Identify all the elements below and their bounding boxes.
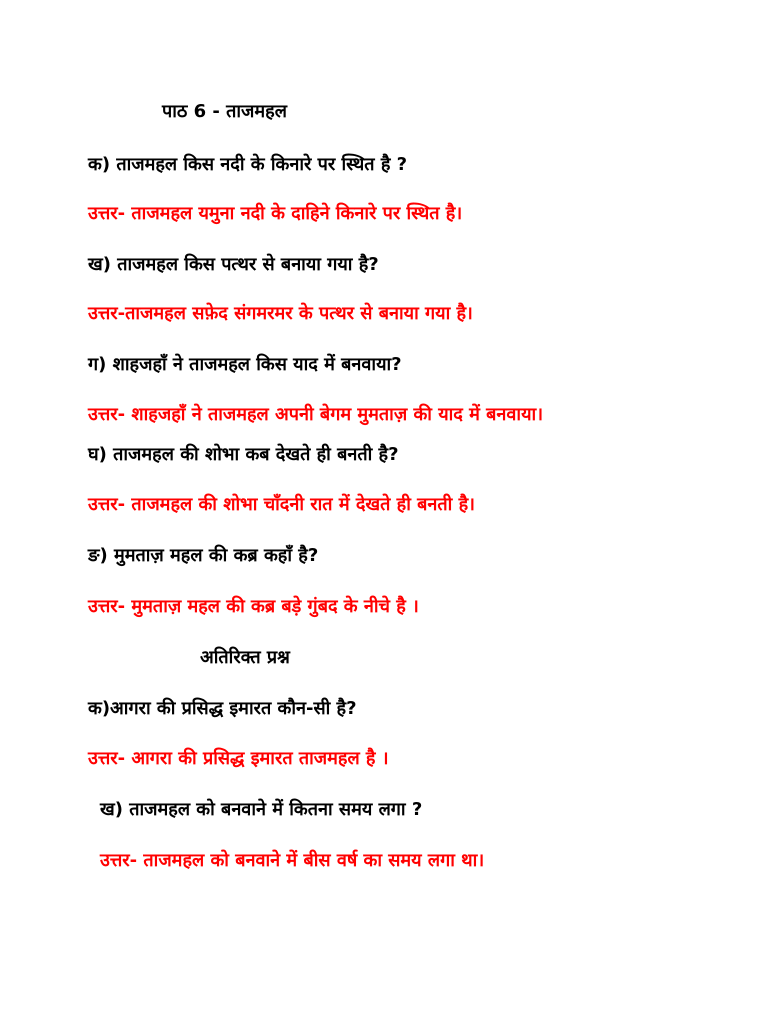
question-1: क) ताजमहल किस नदी के किनारे पर स्थित है ? bbox=[88, 154, 408, 175]
answer-2: उत्तर-ताजमहल सफ़ेद संगमरमर के पत्थर से बनाया गया है। bbox=[88, 303, 473, 324]
extra-questions-title: अतिरिक्त प्रश्न bbox=[200, 647, 290, 668]
extra-answer-2: उत्तर- ताजमहल को बनवाने में बीस वर्ष का समय लगा था। bbox=[100, 850, 485, 871]
answer-5: उत्तर- मुमताज़ महल की कब्र बड़े गुंबद के नीचे है । bbox=[88, 596, 419, 617]
question-4: घ) ताजमहल की शोभा कब देखते ही बनती है? bbox=[88, 444, 399, 465]
answer-1: उत्तर- ताजमहल यमुना नदी के दाहिने किनारे पर स्थित है। bbox=[88, 203, 463, 224]
extra-answer-1: उत्तर- आगरा की प्रसिद्ध इमारत ताजमहल है । bbox=[88, 748, 389, 769]
question-2: ख) ताजमहल किस पत्थर से बनाया गया है? bbox=[88, 254, 379, 275]
lesson-title: पाठ 6 - ताजमहल bbox=[162, 101, 287, 122]
extra-question-1: क)आगरा की प्रसिद्ध इमारत कौन-सी है? bbox=[88, 698, 357, 719]
answer-3: उत्तर- शाहजहाँ ने ताजमहल अपनी बेगम मुमताज़ की याद में बनवाया। bbox=[88, 404, 544, 425]
question-3: ग) शाहजहाँ ने ताजमहल किस याद में बनवाया? bbox=[88, 354, 402, 375]
question-5: ङ) मुमताज़ महल की कब्र कहाँ है? bbox=[88, 545, 319, 566]
extra-question-2: ख) ताजमहल को बनवाने में कितना समय लगा ? bbox=[100, 799, 423, 820]
answer-4: उत्तर- ताजमहल की शोभा चाँदनी रात में देखते ही बनती है। bbox=[88, 494, 475, 515]
